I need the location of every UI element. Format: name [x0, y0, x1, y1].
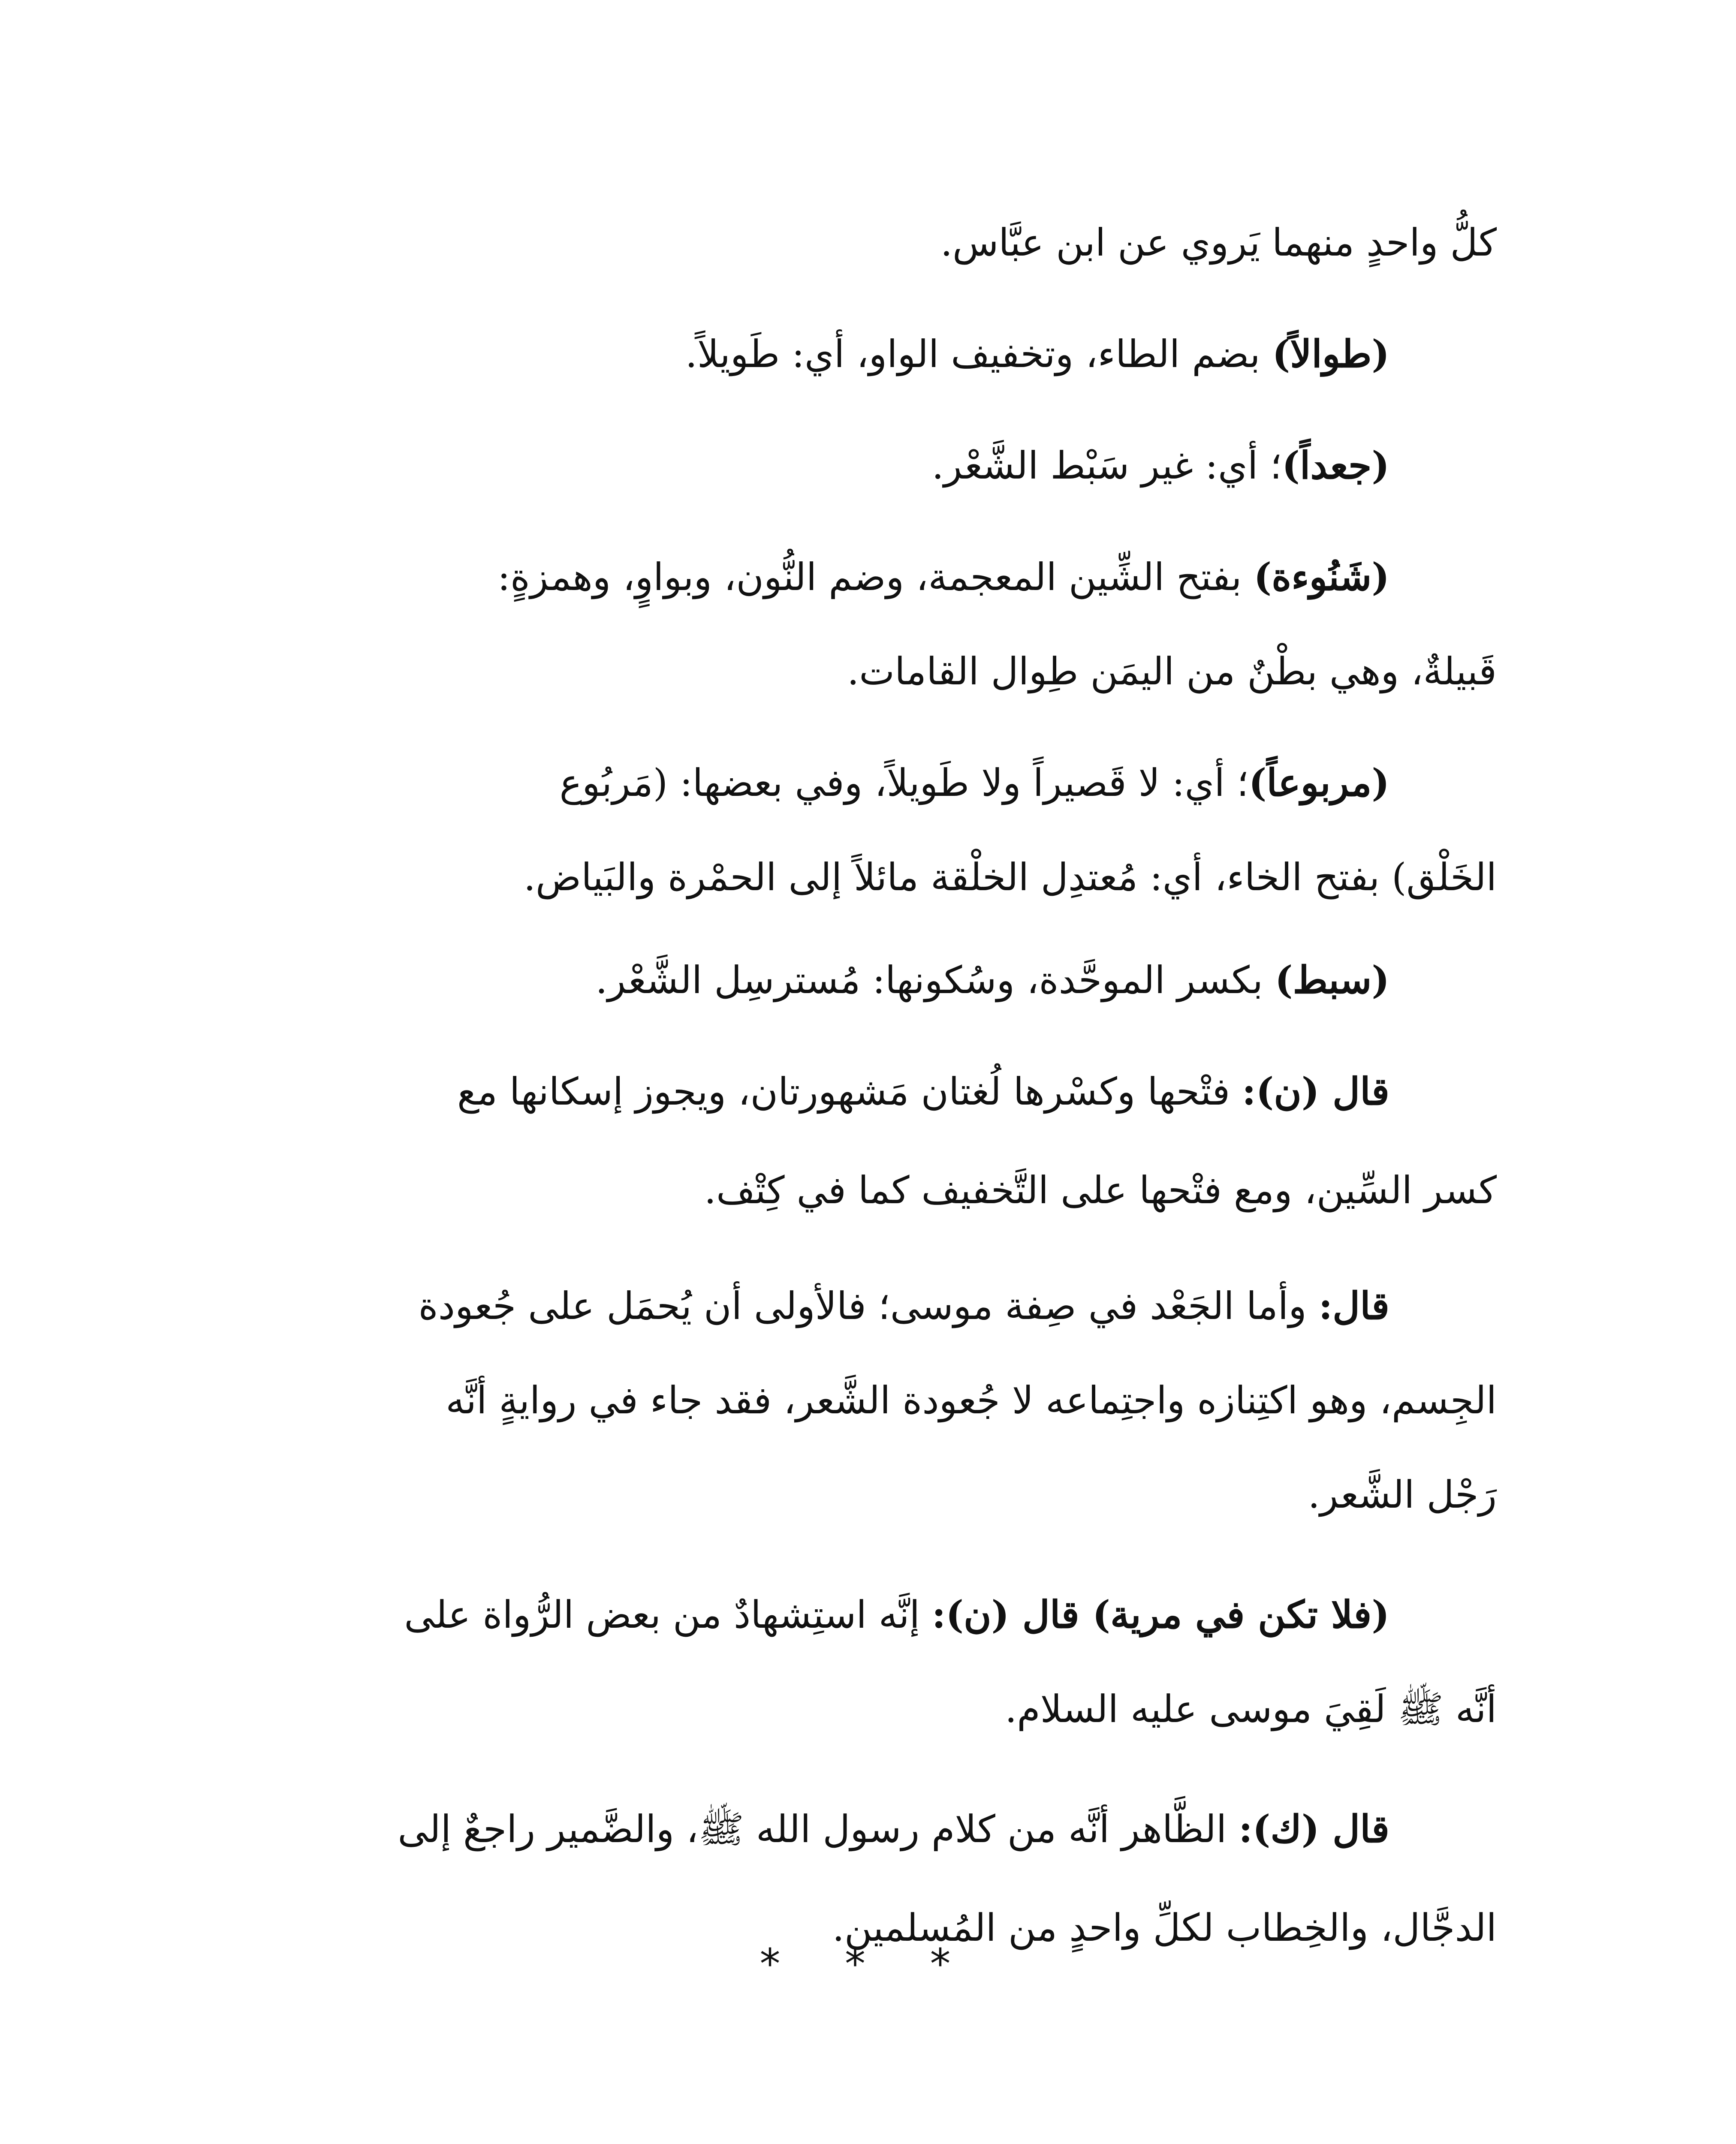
text-line	[234, 1136, 1497, 1244]
bold-term: (سبط)	[1275, 958, 1389, 1002]
text-line	[234, 300, 1497, 407]
bold-term: (جعداً)	[1282, 443, 1389, 488]
bold-term: (مربوعاً)	[1248, 760, 1389, 805]
text-line	[234, 1252, 1497, 1359]
line-text: كسر السِّين، ومع فتْحها على التَّخفيف كما في كِتْف.	[704, 1168, 1497, 1212]
text-line	[234, 189, 1497, 296]
bold-term: (شَنُوءة)	[1254, 554, 1389, 599]
line-text: ؛ أي: غير سَبْط الشَّعْر.	[931, 443, 1282, 488]
line-text: قَبيلةٌ، وهي بطْنٌ من اليمَن طِوال القامات.	[847, 649, 1497, 693]
text-line	[234, 1775, 1497, 1882]
text-line	[234, 412, 1497, 519]
line-text: الجِسم، وهو اكتِنازه واجتِماعه لا جُعودة الشَّعر، فقد جاء في روايةٍ أنَّه	[446, 1378, 1497, 1422]
bold-term: قال (ك):	[1239, 1807, 1389, 1851]
line-text: وأما الجَعْد في صِفة موسى؛ فالأولى أن يُحمَل على جُعودة	[418, 1284, 1319, 1328]
bold-term: قال (ن):	[1242, 1069, 1389, 1114]
line-text: الدجَّال، والخِطاب لكلِّ واحدٍ من المُسلمين.	[832, 1906, 1497, 1950]
line-text: أنَّه ﷺ لَقِيَ موسى عليه السلام.	[1005, 1687, 1497, 1731]
line-text: الخَلْق) بفتح الخاء، أي: مُعتدِل الخلْقة مائلاً إلى الحمْرة والبَياض.	[523, 855, 1497, 899]
line-text: ؛ أي: لا قَصيراً ولا طَويلاً، وفي بعضها: (مَربُوع	[559, 761, 1249, 805]
bold-term: قال:	[1318, 1283, 1389, 1328]
text-line	[234, 1038, 1497, 1145]
line-text: إنَّه استِشهادٌ من بعض الرُّواة على	[404, 1593, 932, 1637]
section-separator: * * *	[760, 1940, 976, 1988]
text-line	[234, 729, 1497, 836]
text-line	[234, 617, 1497, 725]
line-text: بكسر الموحَّدة، وسُكونها: مُسترسِل الشَّعْر.	[595, 958, 1275, 1002]
text-line	[234, 1346, 1497, 1454]
line-text: بفتح الشِّين المعجمة، وضم النُّون، وبواوٍ، وهمزةٍ:	[497, 555, 1254, 599]
line-text: كلُّ واحدٍ منهما يَروي عن ابن عبَّاس.	[940, 220, 1497, 265]
text-line	[234, 523, 1497, 630]
line-text: فتْحها وكسْرها لُغتان مَشهورتان، ويجوز إسكانها مع	[457, 1069, 1242, 1114]
bold-term: (فلا تكن في مرية) قال (ن):	[931, 1592, 1389, 1637]
bold-term: (طوالاً)	[1272, 331, 1389, 376]
text-line	[234, 1655, 1497, 1762]
line-text: بضم الطاء، وتخفيف الواو، أي: طَويلاً.	[685, 332, 1272, 376]
line-text: رَجْل الشَّعر.	[1308, 1472, 1497, 1517]
text-line	[234, 823, 1497, 930]
text-line	[234, 926, 1497, 1033]
text-line	[234, 1441, 1497, 1548]
line-text: الظَّاهر أنَّه من كلام رسول الله ﷺ، والضَّمير راجعٌ إلى	[398, 1807, 1239, 1851]
text-line	[234, 1561, 1497, 1668]
